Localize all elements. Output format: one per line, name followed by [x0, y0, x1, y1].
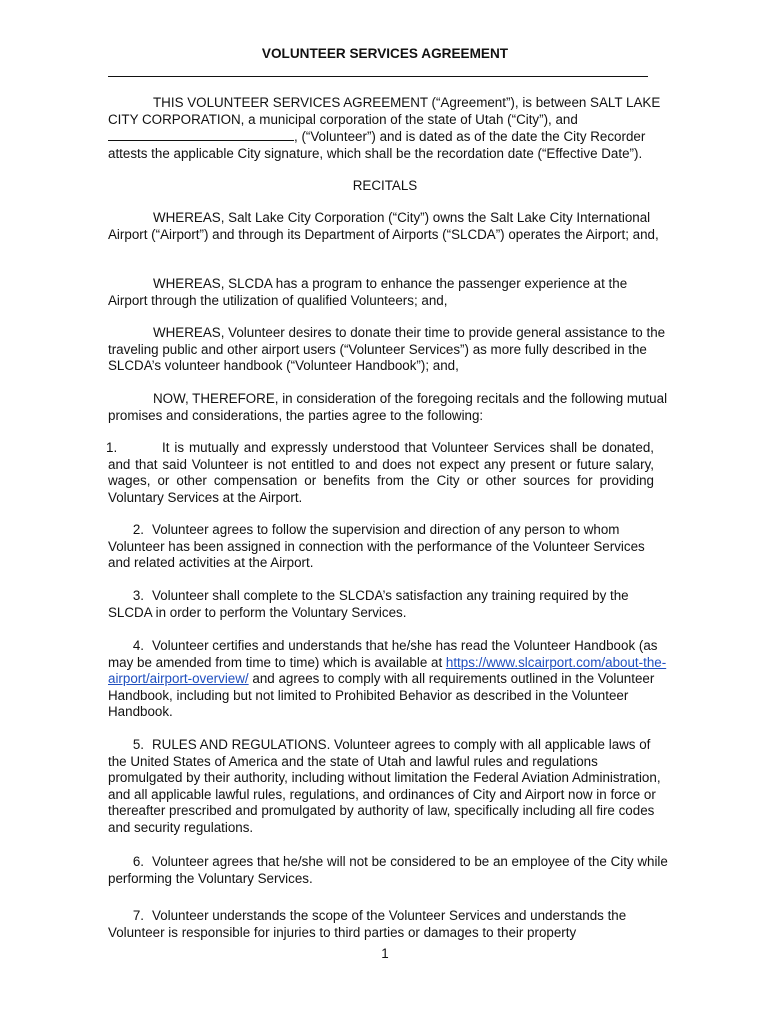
- clause-number: 2.: [132, 522, 144, 537]
- clause-4: [108, 638, 668, 721]
- volunteer-name-blank[interactable]: [108, 128, 294, 141]
- page-number: 1: [381, 946, 389, 961]
- now-therefore-text: NOW, THEREFORE, in consideration of the foregoing recitals and the following mutual promises and considerations, the parties agree to the following:: [108, 391, 668, 423]
- clause-text: Volunteer agrees to follow the supervision and direction of any person to whom Volunteer has been assigned in connection with the performance of the Volunteer Services and related activities at the Airport.: [108, 522, 645, 571]
- document-title: VOLUNTEER SERVICES AGREEMENT: [261, 46, 509, 61]
- clause-text: Volunteer shall complete to the SLCDA’s satisfaction any training required by the SLCDA in order to perform the Voluntary Services.: [108, 588, 629, 620]
- handbook-link[interactable]: https://www.slcairport.com/about-the-airport/airport-overview/: [108, 654, 667, 687]
- whereas-paragraph-1: [108, 210, 668, 243]
- clause-number: 4.: [132, 638, 144, 653]
- clause-number: 7.: [132, 908, 144, 923]
- whereas-text-2: WHEREAS, SLCDA has a program to enhance the passenger experience at the Airport through the utilization of qualified Volunteers; and,: [108, 276, 628, 308]
- clause-number: 5.: [132, 737, 144, 752]
- whereas-paragraph-2: [108, 276, 668, 309]
- clause-number: 1.: [106, 440, 118, 455]
- recitals-heading: RECITALS: [352, 178, 418, 193]
- title-rule: [108, 76, 648, 77]
- intro-text-a: THIS VOLUNTEER SERVICES AGREEMENT (“Agreement”), is between SALT LAKE CITY CORPORATION, a municipal corporation of the state of Utah (“City”), and: [108, 95, 661, 127]
- clause-text: It is mutually and expressly understood that Volunteer Services shall be donated, and that said Volunteer is not entitled to and does not expect any present or future salary, wages, or other compensation or benefits from the City or other sources for providing Voluntary Services at the Airport.: [108, 440, 654, 505]
- clause-number: 6.: [132, 854, 144, 869]
- whereas-text-1: WHEREAS, Salt Lake City Corporation (“City”) owns the Salt Lake City International Airport (“Airport”) and through its Department of Airports (“SLCDA”) operates the Airport; and,: [108, 210, 659, 242]
- clause-text-b: and agrees to comply with all requirements outlined in the Volunteer Handbook, including but not limited to Prohibited Behavior as described in the Volunteer Handbook.: [108, 671, 655, 720]
- clause-1: [108, 440, 654, 506]
- whereas-paragraph-3: [108, 325, 668, 375]
- clause-number: 3.: [132, 588, 144, 603]
- clause-3: [108, 588, 668, 621]
- whereas-text-3: WHEREAS, Volunteer desires to donate their time to provide general assistance to the traveling public and other airport users (“Volunteer Services”) as more fully described in the SLCDA’s volunteer handbook (“Volunteer Handbook”); and,: [108, 325, 666, 374]
- clause-7: [108, 908, 668, 941]
- intro-text-b: , (“Volunteer”) and is dated as of the date the City Recorder attests the applicable City signature, which shall be the recordation date (“Effective Date”).: [108, 129, 646, 161]
- clause-6: [108, 854, 668, 887]
- clause-5: [108, 737, 668, 837]
- clause-2: [108, 522, 668, 572]
- clause-text: Volunteer understands the scope of the Volunteer Services and understands the Volunteer is responsible for injuries to third parties or damages to their property: [108, 908, 627, 940]
- now-therefore-paragraph: [108, 391, 668, 424]
- clause-text: RULES AND REGULATIONS. Volunteer agrees to comply with all applicable laws of the United States of America and the state of Utah and lawful rules and regulations promulgated by their authority, including without limitation the Federal Aviation Administration, and all applicable lawful rules, regulations, and ordinances of City and Airport now in force or thereafter prescribed and promulgated by authority of law, specifically including all fire codes and security regulations.: [108, 737, 661, 835]
- intro-paragraph: [108, 95, 668, 162]
- clause-text-a: Volunteer certifies and understands that he/she has read the Volunteer Handbook (as may be amended from time to time) which is available at: [108, 638, 658, 670]
- clause-text: Volunteer agrees that he/she will not be considered to be an employee of the City while performing the Voluntary Services.: [108, 854, 668, 886]
